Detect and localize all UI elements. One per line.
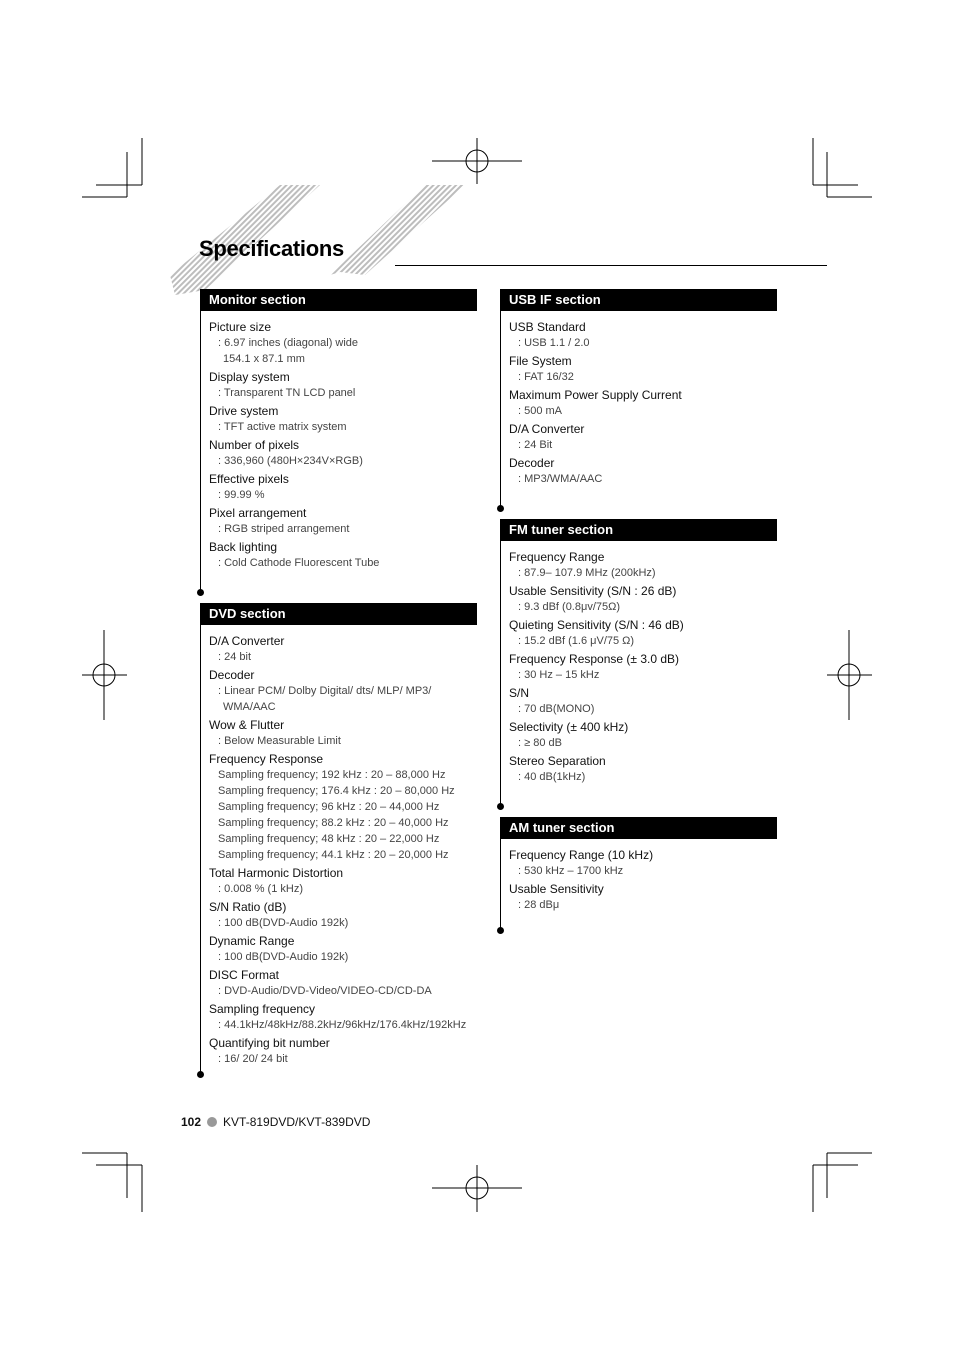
page-footer: [181, 1115, 370, 1129]
spec-label: Decoder: [509, 456, 555, 470]
spec-label: Usable Sensitivity: [509, 882, 604, 896]
spec-value: : Linear PCM/ Dolby Digital/ dts/ MLP/ MP3/: [218, 685, 432, 697]
spec-item: [209, 633, 477, 665]
spec-label: Effective pixels: [209, 472, 289, 486]
spec-value: : 87.9– 107.9 MHz (200kHz): [518, 567, 656, 579]
spec-label: Frequency Response (± 3.0 dB): [509, 652, 680, 666]
spec-item: [509, 421, 777, 453]
spec-item: [509, 583, 777, 615]
spec-value: : 40 dB(1kHz): [518, 771, 586, 783]
section-body: [200, 311, 477, 592]
spec-item: [509, 719, 777, 751]
spec-value: : ≥ 80 dB: [518, 737, 562, 749]
spec-label: File System: [509, 354, 572, 368]
spec-value: : 6.97 inches (diagonal) wide: [218, 337, 359, 349]
spec-value: : 336,960 (480H×234V×RGB): [218, 455, 363, 467]
dvd-section: [200, 603, 477, 1074]
spec-label: Frequency Range: [509, 550, 605, 564]
spec-value: : DVD-Audio/DVD-Video/VIDEO-CD/CD-DA: [218, 985, 432, 997]
spec-label: Number of pixels: [209, 438, 300, 452]
spec-value: : 0.008 % (1 kHz): [218, 883, 303, 895]
spec-item: [509, 387, 777, 419]
spec-value: : 16/ 20/ 24 bit: [218, 1053, 288, 1065]
spec-value: WMA/AAC: [223, 701, 276, 713]
spec-item: [209, 403, 477, 435]
spec-item: [509, 847, 777, 879]
spec-item: [509, 617, 777, 649]
spec-label: Quantifying bit number: [209, 1036, 330, 1050]
spec-label: Selectivity (± 400 kHz): [509, 720, 629, 734]
spec-item: [209, 539, 477, 571]
spec-label: D/A Converter: [509, 422, 585, 436]
spec-value: : 9.3 dBf (0.8μv/75Ω): [518, 601, 620, 613]
spec-value: : FAT 16/32: [518, 371, 574, 383]
spec-label: Total Harmonic Distortion: [209, 866, 344, 880]
spec-value: : 100 dB(DVD-Audio 192k): [218, 917, 349, 929]
spec-label: Usable Sensitivity (S/N : 26 dB): [509, 584, 677, 598]
spec-label: USB Standard: [509, 320, 586, 334]
spec-item: [209, 471, 477, 503]
spec-item: [509, 549, 777, 581]
spec-label: Maximum Power Supply Current: [509, 388, 682, 402]
spec-label: Quieting Sensitivity (S/N : 46 dB): [509, 618, 684, 632]
spec-label: S/N: [509, 686, 530, 700]
spec-value: Sampling frequency; 88.2 kHz : 20 – 40,000 Hz: [218, 817, 449, 829]
spec-value: : Below Measurable Limit: [218, 735, 341, 747]
spec-value: 154.1 x 87.1 mm: [223, 353, 305, 365]
spec-item: [209, 1001, 477, 1033]
title-rule: [395, 265, 827, 266]
spec-value: : 30 Hz – 15 kHz: [518, 669, 600, 681]
spec-item: [209, 505, 477, 537]
monitor-section: [200, 289, 477, 592]
spec-value: Sampling frequency; 176.4 kHz : 20 – 80,000 Hz: [218, 785, 455, 797]
spec-value: : Transparent TN LCD panel: [218, 387, 356, 399]
spec-value: Sampling frequency; 192 kHz : 20 – 88,000 Hz: [218, 769, 446, 781]
spec-item: [509, 353, 777, 385]
fm-tuner-section: [500, 519, 777, 806]
spec-value: Sampling frequency; 48 kHz : 20 – 22,000 Hz: [218, 833, 440, 845]
spec-value: : MP3/WMA/AAC: [518, 473, 603, 485]
spec-value: : 500 mA: [518, 405, 563, 417]
spec-label: Back lighting: [209, 540, 278, 554]
spec-value: : 24 Bit: [518, 439, 553, 451]
spec-item: [209, 1035, 477, 1067]
spec-label: Frequency Range (10 kHz): [509, 848, 654, 862]
spec-value: : 15.2 dBf (1.6 μV/75 Ω): [518, 635, 635, 647]
spec-value: : TFT active matrix system: [218, 421, 347, 433]
spec-label: Display system: [209, 370, 290, 384]
spec-item: [509, 319, 777, 351]
spec-item: [209, 667, 477, 715]
spec-value: : USB 1.1 / 2.0: [518, 337, 590, 349]
spec-value: : 99.99 %: [218, 489, 265, 501]
spec-item: [209, 437, 477, 469]
spec-item: [509, 455, 777, 487]
spec-item: [209, 933, 477, 965]
spec-item: [209, 967, 477, 999]
section-heading: DVD section: [200, 603, 477, 625]
spec-label: D/A Converter: [209, 634, 285, 648]
spec-value: : 70 dB(MONO): [518, 703, 595, 715]
spec-label: S/N Ratio (dB): [209, 900, 287, 914]
spec-label: Sampling frequency: [209, 1002, 316, 1016]
spec-value: : 44.1kHz/48kHz/88.2kHz/96kHz/176.4kHz/192kHz: [218, 1019, 467, 1031]
section-heading: AM tuner section: [500, 817, 777, 839]
spec-label: Frequency Response: [209, 752, 324, 766]
section-body: [500, 839, 777, 930]
spec-item: [509, 753, 777, 785]
section-heading: Monitor section: [200, 289, 477, 311]
page-number: 102: [181, 1115, 202, 1129]
section-body: [500, 311, 777, 508]
spec-label: DISC Format: [209, 968, 280, 982]
section-body: [200, 625, 477, 1074]
spec-item: [209, 751, 477, 863]
spec-item: [209, 899, 477, 931]
usb-section: [500, 289, 777, 508]
spec-item: [509, 881, 777, 913]
spec-label: Pixel arrangement: [209, 506, 307, 520]
spec-value: Sampling frequency; 44.1 kHz : 20 – 20,000 Hz: [218, 849, 449, 861]
spec-label: Wow & Flutter: [209, 718, 285, 732]
spec-value: : 100 dB(DVD-Audio 192k): [218, 951, 349, 963]
spec-value: : Cold Cathode Fluorescent Tube: [218, 557, 380, 569]
spec-label: Dynamic Range: [209, 934, 295, 948]
spec-item: [209, 717, 477, 749]
am-tuner-section: [500, 817, 777, 930]
spec-item: [209, 369, 477, 401]
spec-value: : 530 kHz – 1700 kHz: [518, 865, 624, 877]
spec-label: Picture size: [209, 320, 272, 334]
section-body: [500, 541, 777, 806]
spec-value: : 28 dBμ: [518, 899, 560, 911]
spec-item: [509, 651, 777, 683]
section-heading: USB IF section: [500, 289, 777, 311]
spec-value: : 24 bit: [218, 651, 252, 663]
model-name: KVT-819DVD/KVT-839DVD: [223, 1115, 371, 1129]
spec-value: Sampling frequency; 96 kHz : 20 – 44,000 Hz: [218, 801, 440, 813]
spec-item: [509, 685, 777, 717]
spec-label: Drive system: [209, 404, 279, 418]
spec-label: Stereo Separation: [509, 754, 606, 768]
spec-label: Decoder: [209, 668, 255, 682]
bullet-icon: [207, 1117, 217, 1127]
spec-item: [209, 319, 477, 367]
page-title: Specifications: [199, 236, 344, 261]
spec-value: : RGB striped arrangement: [218, 523, 350, 535]
spec-item: [209, 865, 477, 897]
section-heading: FM tuner section: [500, 519, 777, 541]
